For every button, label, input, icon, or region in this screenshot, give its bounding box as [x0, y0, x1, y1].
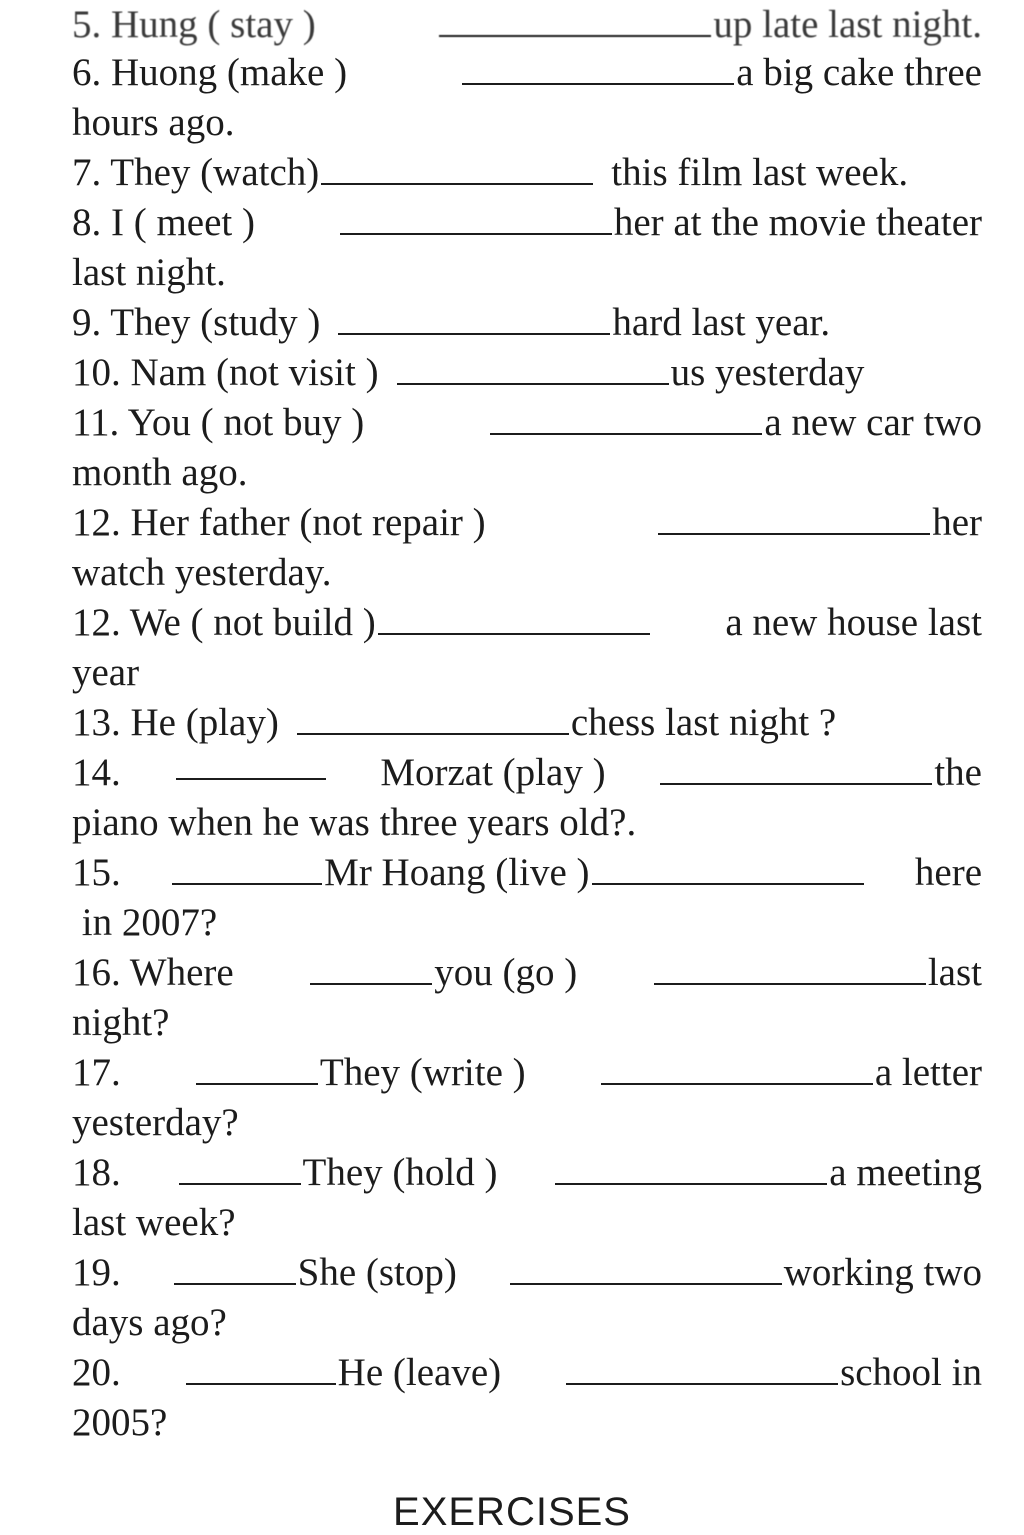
exercise-14-aux-blank[interactable]	[176, 748, 326, 780]
exercise-16-cont: night?	[72, 1001, 170, 1044]
exercise-12a-line	[72, 498, 982, 548]
exercise-17-line	[72, 1048, 982, 1098]
exercise-18-blank[interactable]	[555, 1153, 827, 1185]
exercise-14-line	[72, 748, 982, 798]
exercise-18-prompt: They (hold )	[302, 1151, 498, 1194]
exercise-20-line	[72, 1348, 982, 1398]
exercise-17-aux-blank[interactable]	[196, 1053, 318, 1085]
exercise-20-number: 20.	[72, 1351, 121, 1394]
exercise-14-cont: piano when he was three years old?.	[72, 801, 637, 844]
exercise-12b-line	[72, 598, 982, 648]
exercise-14-blank[interactable]	[660, 753, 932, 785]
exercise-18-aux-blank[interactable]	[179, 1153, 301, 1185]
exercise-5-line	[72, 0, 982, 50]
exercise-13-line	[72, 698, 982, 748]
exercise-7-line	[72, 148, 982, 198]
exercise-17-cont: yesterday?	[72, 1101, 239, 1144]
exercise-9-rest: hard last year.	[612, 301, 831, 344]
exercise-17-blank[interactable]	[601, 1053, 873, 1085]
exercise-9-line	[72, 298, 982, 348]
exercise-18-number: 18.	[72, 1151, 121, 1194]
exercise-13-rest: chess last night ?	[570, 701, 837, 744]
exercise-15-number: 15.	[72, 851, 121, 894]
exercise-17-rest: a letter	[874, 1051, 982, 1094]
exercise-12b-rest: a new house last	[725, 601, 982, 644]
exercise-11-prompt: 11. You ( not buy )	[72, 401, 365, 444]
exercise-11-rest: a new car two	[764, 401, 982, 444]
exercise-10-line	[72, 348, 982, 398]
exercise-6-rest: a big cake three	[736, 51, 982, 94]
exercise-16-rest: last	[927, 951, 982, 994]
exercise-16-mid: you (go )	[434, 951, 578, 994]
exercise-8-cont: last night.	[72, 251, 226, 294]
exercise-19-aux-blank[interactable]	[174, 1253, 296, 1285]
exercise-10-blank[interactable]	[397, 353, 669, 385]
exercise-12a-rest: her	[932, 501, 982, 544]
exercise-15-cont: in 2007?	[72, 901, 218, 944]
exercise-8-blank[interactable]	[340, 203, 612, 235]
exercise-19-number: 19.	[72, 1251, 121, 1294]
exercise-5-prompt: 5. Hung ( stay )	[72, 3, 316, 46]
exercise-20-prompt: He (leave)	[337, 1351, 502, 1394]
exercise-7-blank[interactable]	[321, 153, 593, 185]
exercise-12a-blank[interactable]	[658, 503, 930, 535]
exercise-15-blank[interactable]	[592, 853, 864, 885]
exercise-8-line	[72, 198, 982, 248]
exercise-16-prompt: 16. Where	[72, 951, 234, 994]
exercise-15-aux-blank[interactable]	[172, 853, 322, 885]
exercise-19-prompt: She (stop)	[297, 1251, 457, 1294]
exercise-20-blank[interactable]	[566, 1353, 838, 1385]
exercise-17-number: 17.	[72, 1051, 121, 1094]
exercise-12a-cont: watch yesterday.	[72, 551, 332, 594]
exercise-18-line	[72, 1148, 982, 1198]
exercise-14-rest: the	[934, 751, 982, 794]
exercise-9-prompt: 9. They (study )	[72, 301, 321, 344]
exercise-11-cont: month ago.	[72, 451, 248, 494]
exercise-12a-prompt: 12. Her father (not repair )	[72, 501, 486, 544]
exercise-8-rest: her at the movie theater	[613, 201, 982, 244]
exercise-5-blank[interactable]	[439, 5, 711, 37]
exercise-15-line	[72, 848, 982, 898]
exercise-7-rest: this film last week.	[611, 151, 909, 194]
exercises-heading: EXERCISES	[393, 1490, 631, 1534]
exercise-19-rest: working two	[783, 1251, 982, 1294]
exercise-11-blank[interactable]	[490, 403, 762, 435]
exercise-19-blank[interactable]	[510, 1253, 782, 1285]
exercise-8-prompt: 8. I ( meet )	[72, 201, 256, 244]
exercise-14-prompt: Morzat (play )	[380, 751, 606, 794]
exercise-11-line	[72, 398, 982, 448]
exercise-15-prompt: Mr Hoang (live )	[324, 851, 590, 894]
exercise-14-number: 14.	[72, 751, 121, 794]
exercise-12b-cont: year	[72, 651, 140, 694]
exercise-9-blank[interactable]	[338, 303, 610, 335]
exercise-6-line	[72, 48, 982, 98]
exercise-10-rest: us yesterday	[670, 351, 865, 394]
exercise-17-prompt: They (write )	[319, 1051, 526, 1094]
exercise-7-prompt: 7. They (watch)	[72, 151, 320, 194]
exercise-16-line	[72, 948, 982, 998]
exercise-15-rest: here	[914, 851, 982, 894]
exercise-6-blank[interactable]	[462, 53, 734, 85]
exercise-10-prompt: 10. Nam (not visit )	[72, 351, 379, 394]
exercise-20-aux-blank[interactable]	[186, 1353, 336, 1385]
exercise-12b-prompt: 12. We ( not build )	[72, 601, 376, 644]
exercise-13-prompt: 13. He (play)	[72, 701, 279, 744]
exercise-13-blank[interactable]	[297, 703, 569, 735]
exercise-6-prompt: 6. Huong (make )	[72, 51, 348, 94]
exercise-19-cont: days ago?	[72, 1301, 227, 1344]
exercise-18-rest: a meeting	[829, 1151, 982, 1194]
exercise-16-aux-blank[interactable]	[310, 953, 432, 985]
exercise-18-cont: last week?	[72, 1201, 236, 1244]
exercise-20-cont: 2005?	[72, 1401, 168, 1444]
exercise-19-line	[72, 1248, 982, 1298]
exercise-5-rest: up late last night.	[713, 3, 982, 46]
exercise-20-rest: school in	[840, 1351, 982, 1394]
exercise-12b-blank[interactable]	[378, 603, 650, 635]
exercise-6-cont: hours ago.	[72, 101, 235, 144]
exercise-16-blank[interactable]	[654, 953, 926, 985]
